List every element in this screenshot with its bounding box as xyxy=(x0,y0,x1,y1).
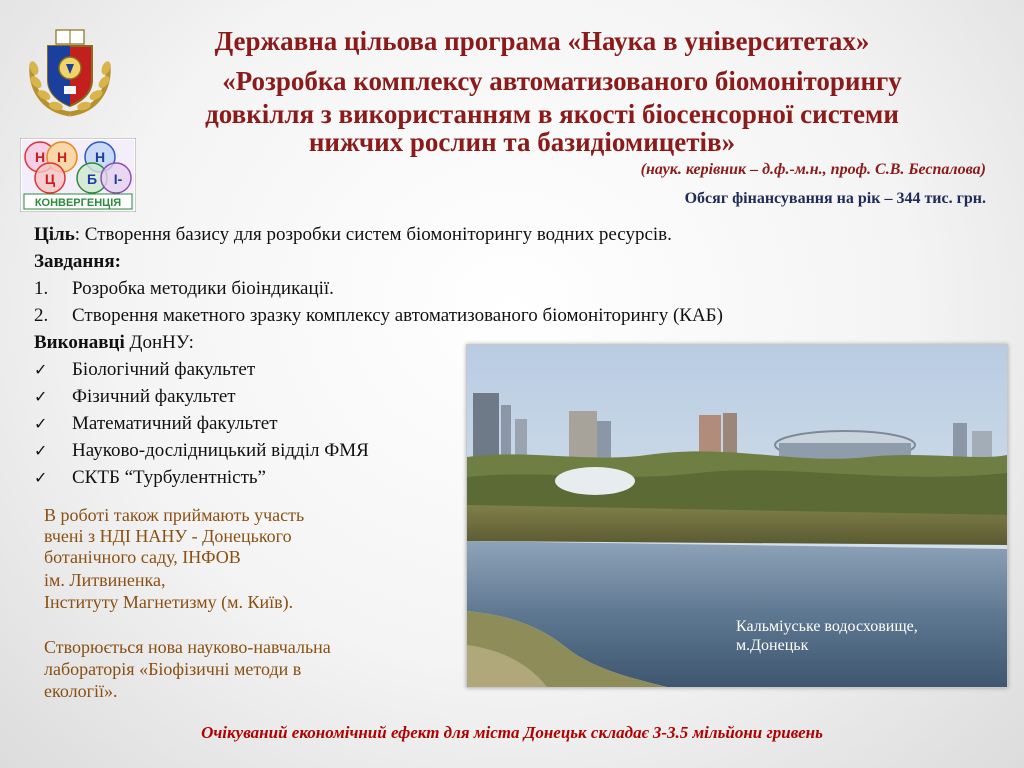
photo-caption-line-1: Кальміуське водосховище, xyxy=(736,618,918,635)
checkmark-icon: ✓ xyxy=(34,387,48,406)
participants-line: Інституту Магнетизму (м. Київ). xyxy=(44,592,294,612)
executors-line xyxy=(34,332,194,354)
executor-text: Біологічний факультет xyxy=(72,359,256,380)
logo-letter-3: Н xyxy=(94,149,106,165)
logo-letter-1: Н xyxy=(34,149,46,165)
scientific-supervisor: (наук. керівник – д.ф.-м.н., проф. С.В. Беспалова) xyxy=(640,161,986,178)
executor-text: Математичний факультет xyxy=(72,413,278,434)
logo-letter-2: Н xyxy=(56,149,68,165)
tasks-heading: Завдання: xyxy=(34,251,121,272)
executor-item xyxy=(34,413,278,435)
executor-text: СКТБ “Турбулентність” xyxy=(72,467,266,488)
executor-item xyxy=(34,386,236,408)
executor-text: Науково-дослідницький відділ ФМЯ xyxy=(72,440,369,461)
executor-item xyxy=(34,359,255,381)
annual-funding: Обсяг фінансування на рік – 344 тис. грн. xyxy=(684,190,986,207)
checkmark-icon: ✓ xyxy=(34,468,48,487)
logo-letter-4: Ц xyxy=(44,171,56,187)
convergence-logo xyxy=(20,138,136,212)
goal-line xyxy=(34,224,672,246)
logo-letter-5: Б xyxy=(86,171,98,187)
laboratory-line: Створюється нова науково-навчальна xyxy=(44,637,331,657)
checkmark-icon: ✓ xyxy=(34,360,48,379)
task-number: 1. xyxy=(34,278,49,299)
participants-line: В роботі також приймають участь xyxy=(44,505,305,525)
photo-caption-line-2: м.Донецьк xyxy=(736,637,809,654)
participants-line: вчені з НДІ НАНУ - Донецького xyxy=(44,526,292,546)
task-item xyxy=(34,305,723,327)
expected-effect-footer: Очікуваний економічний ефект для міста Донецьк складає 3-3.5 мільйони гривень xyxy=(201,723,823,742)
laboratory-line: лабораторія «Біофізичні методи в xyxy=(44,659,302,679)
executors-label: Виконавці xyxy=(34,332,125,353)
task-item xyxy=(34,278,334,300)
participants-line: ім. Литвиненка, xyxy=(44,570,166,590)
project-title-line-2: довкілля з використанням в якості біосенсорної системи xyxy=(205,99,899,129)
logo-label: КОНВЕРГЕНЦІЯ xyxy=(34,197,122,209)
project-title-line-1: «Розробка комплексу автоматизованого біомоніторингу xyxy=(222,66,902,96)
executors-org: ДонНУ: xyxy=(124,332,194,353)
executor-item xyxy=(34,467,266,489)
photo-caption xyxy=(736,617,918,655)
checkmark-icon: ✓ xyxy=(34,441,48,460)
laboratory-line: екології». xyxy=(44,681,118,701)
task-number: 2. xyxy=(34,305,49,326)
goal-label: Ціль xyxy=(34,224,75,245)
logo-letter-6: І- xyxy=(113,171,123,187)
participants-line: ботанічного саду, ІНФОВ xyxy=(44,547,241,567)
program-title: Державна цільова програма «Наука в університетах» xyxy=(214,26,870,56)
task-text: Розробка методики біоіндикації. xyxy=(72,278,334,299)
checkmark-icon: ✓ xyxy=(34,414,48,433)
executor-item xyxy=(34,440,369,462)
executor-text: Фізичний факультет xyxy=(72,386,236,407)
task-text: Створення макетного зразку комплексу автоматизованого біомоніторингу (КАБ) xyxy=(72,305,723,326)
goal-text: : Створення базису для розробки систем біомоніторингу водних ресурсів. xyxy=(74,224,672,245)
project-title-line-3: нижчих рослин та базидіомицетів» xyxy=(308,127,736,157)
